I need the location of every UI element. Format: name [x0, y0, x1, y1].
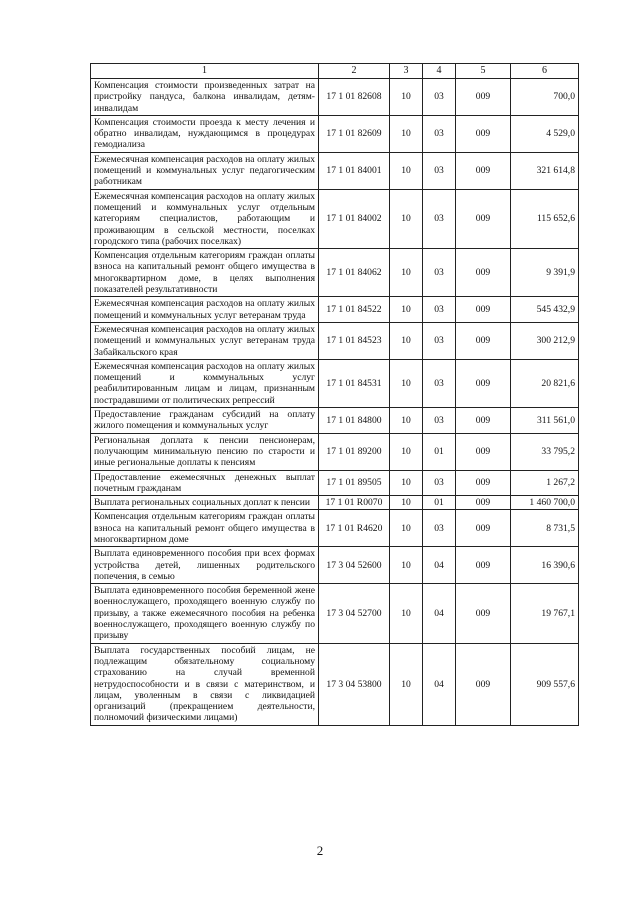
expense-type-cell: 009: [456, 470, 511, 496]
amount-cell: 115 652,6: [511, 189, 579, 248]
table-row: [91, 189, 579, 248]
expense-type-cell: 009: [456, 510, 511, 547]
table-row: [91, 297, 579, 323]
target-article-code-cell: 17 1 01 R0070: [319, 496, 390, 510]
header-row: [91, 64, 579, 79]
section-cell: 10: [390, 189, 423, 248]
subsection-cell: 03: [423, 79, 456, 116]
section-cell: 10: [390, 433, 423, 470]
row-name-cell: Компенсация отдельным категориям граждан оплаты взноса на капитальный ремонт общего имущества в многоквартирном доме: [91, 510, 319, 547]
row-name-cell: Ежемесячная компенсация расходов на оплату жилых помещений и коммунальных услуг ветеранам труда Забайкальского края: [91, 322, 319, 359]
row-name-cell: Предоставление гражданам субсидий на оплату жилого помещения и коммунальных услуг: [91, 408, 319, 434]
target-article-code-cell: 17 3 04 52700: [319, 584, 390, 643]
amount-cell: 321 614,8: [511, 152, 579, 189]
subsection-cell: 03: [423, 297, 456, 323]
subsection-cell: 03: [423, 249, 456, 297]
target-article-code-cell: 17 1 01 84002: [319, 189, 390, 248]
column-header: 4: [423, 64, 456, 79]
section-cell: 10: [390, 510, 423, 547]
subsection-cell: 04: [423, 584, 456, 643]
amount-cell: 700,0: [511, 79, 579, 116]
table-row: [91, 510, 579, 547]
subsection-cell: 01: [423, 433, 456, 470]
column-header: 5: [456, 64, 511, 79]
target-article-code-cell: 17 1 01 82608: [319, 79, 390, 116]
section-cell: 10: [390, 496, 423, 510]
row-name-cell: Выплата единовременного пособия беременной жене военнослужащего, проходящего военную службу по призыву, а также ежемесячного пособия на ребенка военнослужащего, проходящего военную службу по призыву: [91, 584, 319, 643]
expense-type-cell: 009: [456, 322, 511, 359]
row-name-cell: Ежемесячная компенсация расходов на оплату жилых помещений и коммунальных услуг отдельным категориям специалистов, работающим и проживающим в сельской местности, поселках городского типа (рабочих поселках): [91, 189, 319, 248]
target-article-code-cell: 17 1 01 84001: [319, 152, 390, 189]
amount-cell: 1 460 700,0: [511, 496, 579, 510]
column-header: 2: [319, 64, 390, 79]
target-article-code-cell: 17 3 04 52600: [319, 547, 390, 584]
row-name-cell: Выплата государственных пособий лицам, не подлежащим обязательному социальному страхованию на случай временной нетрудоспособности и в связи с материнством, и лицам, уволенным в связи с ликвидацией организаций (прекращением деятельности, полномочий физическими лицами): [91, 643, 319, 725]
amount-cell: 20 821,6: [511, 359, 579, 407]
amount-cell: 19 767,1: [511, 584, 579, 643]
table-row: [91, 470, 579, 496]
row-name-cell: Ежемесячная компенсация расходов на оплату жилых помещений и коммунальных услуг педагогическим работникам: [91, 152, 319, 189]
subsection-cell: 04: [423, 547, 456, 584]
expense-type-cell: 009: [456, 408, 511, 434]
target-article-code-cell: 17 1 01 84800: [319, 408, 390, 434]
row-name-cell: Ежемесячная компенсация расходов на оплату жилых помещений и коммунальных услуг реабилитированным лицам и лицам, признанным пострадавшими от политических репрессий: [91, 359, 319, 407]
expense-type-cell: 009: [456, 249, 511, 297]
expense-type-cell: 009: [456, 115, 511, 152]
section-cell: 10: [390, 79, 423, 116]
amount-cell: 16 390,6: [511, 547, 579, 584]
expense-type-cell: 009: [456, 584, 511, 643]
target-article-code-cell: 17 1 01 84523: [319, 322, 390, 359]
expense-type-cell: 009: [456, 297, 511, 323]
amount-cell: 33 795,2: [511, 433, 579, 470]
section-cell: 10: [390, 297, 423, 323]
subsection-cell: 04: [423, 643, 456, 725]
subsection-cell: 03: [423, 189, 456, 248]
subsection-cell: 03: [423, 322, 456, 359]
column-header: 3: [390, 64, 423, 79]
table-row: [91, 115, 579, 152]
section-cell: 10: [390, 152, 423, 189]
target-article-code-cell: 17 3 04 53800: [319, 643, 390, 725]
table-row: [91, 408, 579, 434]
section-cell: 10: [390, 249, 423, 297]
amount-cell: 4 529,0: [511, 115, 579, 152]
amount-cell: 545 432,9: [511, 297, 579, 323]
table-row: [91, 79, 579, 116]
table-row: [91, 643, 579, 725]
amount-cell: 300 212,9: [511, 322, 579, 359]
section-cell: 10: [390, 584, 423, 643]
amount-cell: 8 731,5: [511, 510, 579, 547]
subsection-cell: 03: [423, 408, 456, 434]
section-cell: 10: [390, 408, 423, 434]
subsection-cell: 01: [423, 496, 456, 510]
target-article-code-cell: 17 1 01 84522: [319, 297, 390, 323]
expense-type-cell: 009: [456, 496, 511, 510]
row-name-cell: Компенсация стоимости произведенных затрат на пристройку пандуса, балкона инвалидам, детям-инвалидам: [91, 79, 319, 116]
column-header: 1: [91, 64, 319, 79]
row-name-cell: Предоставление ежемесячных денежных выплат почетным гражданам: [91, 470, 319, 496]
row-name-cell: Ежемесячная компенсация расходов на оплату жилых помещений и коммунальных услуг ветеранам труда: [91, 297, 319, 323]
row-name-cell: Компенсация стоимости проезда к месту лечения и обратно инвалидам, нуждающимся в процедурах гемодиализа: [91, 115, 319, 152]
row-name-cell: Выплата единовременного пособия при всех формах устройства детей, лишенных родительского попечения, в семью: [91, 547, 319, 584]
section-cell: 10: [390, 643, 423, 725]
subsection-cell: 03: [423, 115, 456, 152]
column-header: 6: [511, 64, 579, 79]
expense-type-cell: 009: [456, 433, 511, 470]
section-cell: 10: [390, 547, 423, 584]
table-row: [91, 433, 579, 470]
row-name-cell: Компенсация отдельным категориям граждан оплаты взноса на капитальный ремонт общего имущества в многоквартирном доме, в целях выполнения показателей результативности: [91, 249, 319, 297]
expense-type-cell: 009: [456, 547, 511, 584]
amount-cell: 311 561,0: [511, 408, 579, 434]
table-row: [91, 249, 579, 297]
amount-cell: 909 557,6: [511, 643, 579, 725]
expense-type-cell: 009: [456, 189, 511, 248]
table-row: [91, 152, 579, 189]
target-article-code-cell: 17 1 01 84062: [319, 249, 390, 297]
page-number: 2: [316, 843, 324, 858]
section-cell: 10: [390, 115, 423, 152]
table-row: [91, 359, 579, 407]
target-article-code-cell: 17 1 01 R4620: [319, 510, 390, 547]
expense-type-cell: 009: [456, 643, 511, 725]
target-article-code-cell: 17 1 01 84531: [319, 359, 390, 407]
expense-type-cell: 009: [456, 359, 511, 407]
subsection-cell: 03: [423, 359, 456, 407]
target-article-code-cell: 17 1 01 89200: [319, 433, 390, 470]
target-article-code-cell: 17 1 01 89505: [319, 470, 390, 496]
amount-cell: 1 267,2: [511, 470, 579, 496]
row-name-cell: Региональная доплата к пенсии пенсионерам, получающим минимальную пенсию по старости и иные региональные доплаты к пенсиям: [91, 433, 319, 470]
target-article-code-cell: 17 1 01 82609: [319, 115, 390, 152]
expense-type-cell: 009: [456, 79, 511, 116]
section-cell: 10: [390, 470, 423, 496]
table-row: [91, 322, 579, 359]
section-cell: 10: [390, 322, 423, 359]
subsection-cell: 03: [423, 152, 456, 189]
table-row: [91, 496, 579, 510]
expense-type-cell: 009: [456, 152, 511, 189]
amount-cell: 9 391,9: [511, 249, 579, 297]
subsection-cell: 03: [423, 470, 456, 496]
budget-table: [90, 63, 579, 726]
table-row: [91, 584, 579, 643]
section-cell: 10: [390, 359, 423, 407]
subsection-cell: 03: [423, 510, 456, 547]
table-row: [91, 547, 579, 584]
row-name-cell: Выплата региональных социальных доплат к пенсии: [91, 496, 319, 510]
